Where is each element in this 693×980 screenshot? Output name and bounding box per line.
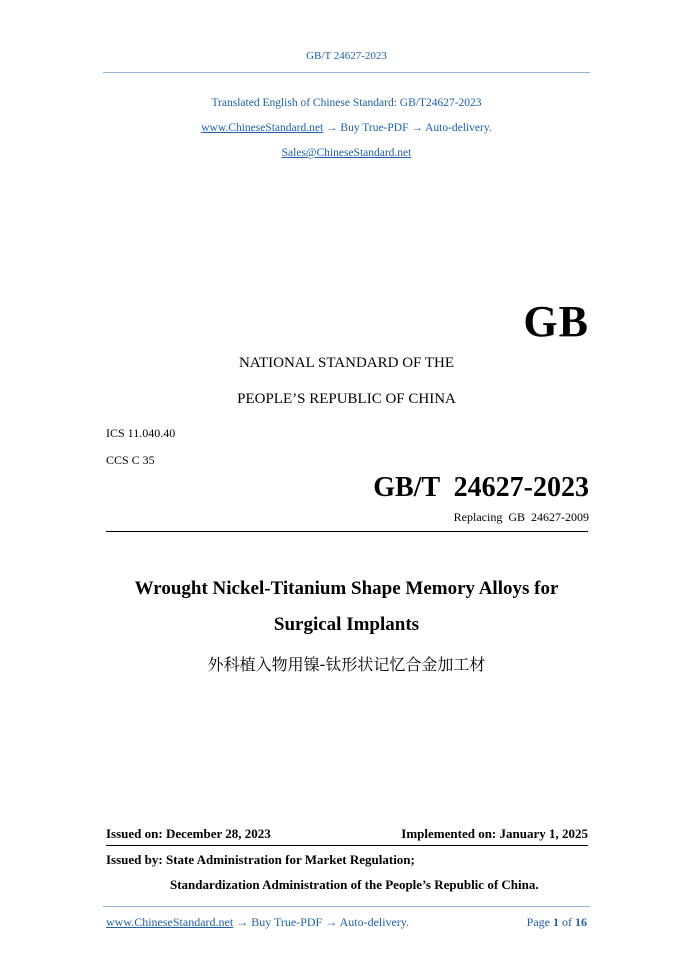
promo-buy-line bbox=[0, 122, 693, 134]
page-indicator bbox=[527, 915, 587, 930]
page-total: 16 bbox=[575, 915, 587, 929]
title-english-line2: Surgical Implants bbox=[273, 614, 420, 635]
promo-email-link[interactable]: Sales@ChineseStandard.net bbox=[281, 147, 412, 159]
issued-by-line2: Standardization Administration of the People’s Republic of China. bbox=[170, 877, 539, 892]
gb-logo-mark: GB bbox=[523, 297, 589, 346]
page-of-label: of bbox=[562, 915, 572, 929]
footer-divider bbox=[103, 906, 590, 907]
header-standard-code: GB/T 24627-2023 bbox=[306, 50, 387, 62]
promo-buy-text: → Buy True-PDF → Auto-delivery. bbox=[323, 122, 492, 134]
title-english-line1: Wrought Nickel-Titanium Shape Memory Alloys for bbox=[134, 578, 559, 599]
dates-row bbox=[106, 826, 588, 842]
title-divider bbox=[106, 531, 588, 532]
footer-promo bbox=[106, 915, 409, 930]
page-label: Page bbox=[526, 915, 550, 929]
page-current: 1 bbox=[553, 915, 559, 929]
title-chinese: 外科植入物用镍-钛形状记忆合金加工材 bbox=[207, 655, 486, 674]
header-divider bbox=[103, 72, 590, 73]
standard-number: GB/T 24627-2023 bbox=[373, 472, 589, 503]
footer-buy-text: → Buy True-PDF → Auto-delivery. bbox=[233, 915, 410, 929]
national-standard-line2: PEOPLE’S REPUBLIC OF CHINA bbox=[237, 391, 456, 407]
replacing-standard: Replacing GB 24627-2009 bbox=[453, 510, 589, 524]
national-standard-line1: NATIONAL STANDARD OF THE bbox=[238, 355, 455, 371]
ics-code: ICS 11.040.40 bbox=[106, 426, 176, 440]
promo-site-link[interactable]: www.ChineseStandard.net bbox=[201, 122, 324, 134]
issued-on-date: Issued on: December 28, 2023 bbox=[106, 826, 271, 841]
issued-by-line1: Issued by: State Administration for Market Regulation; bbox=[106, 852, 415, 867]
ccs-code: CCS C 35 bbox=[106, 453, 155, 467]
implemented-on-date: Implemented on: January 1, 2025 bbox=[401, 826, 588, 841]
promo-translation-line: Translated English of Chinese Standard: GB/T24627-2023 bbox=[211, 97, 482, 109]
footer-site-link[interactable]: www.ChineseStandard.net bbox=[106, 915, 234, 929]
dates-divider bbox=[106, 845, 588, 846]
promo-email-line bbox=[0, 147, 693, 159]
